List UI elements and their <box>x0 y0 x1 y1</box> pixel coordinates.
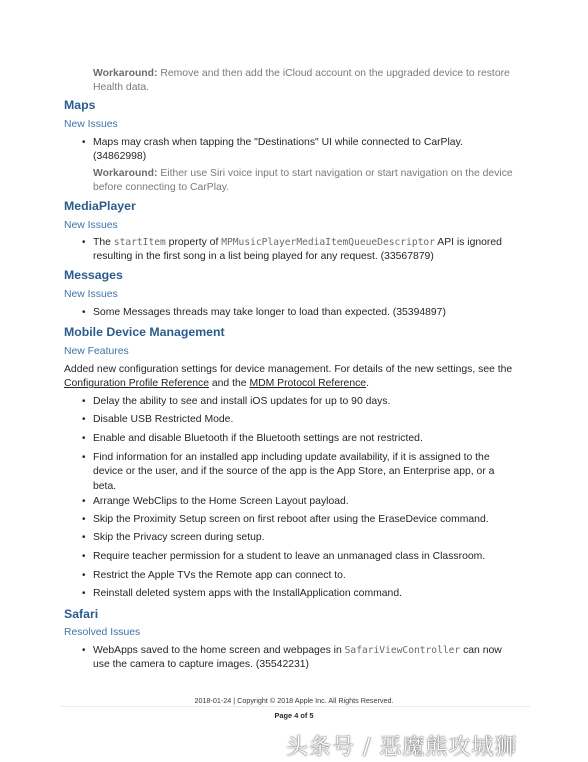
workaround-health <box>93 67 533 96</box>
list-item-messages-1: • Some Messages threads may take longer to load than expected. (35394897) <box>93 306 523 320</box>
list-item-mdm-7: • Skip the Privacy screen during setup. <box>93 531 523 545</box>
list-item-mediaplayer-1 <box>93 236 518 265</box>
code-safari-view-controller: SafariViewController <box>344 645 461 656</box>
subheading-mediaplayer-new-issues: New Issues <box>64 220 118 231</box>
workaround-label: Workaround: <box>93 68 158 79</box>
link-mdm-protocol-reference[interactable]: MDM Protocol Reference <box>249 378 367 390</box>
list-item-mdm-3: • Enable and disable Bluetooth if the Bluetooth settings are not restricted. <box>93 432 523 446</box>
footer-copyright: 2018-01-24 | Copyright © 2018 Apple Inc. All Rights Reserved. <box>194 696 394 705</box>
code-queue-descriptor: MPMusicPlayerMediaItemQueueDescriptor <box>221 237 435 248</box>
subheading-messages-new-issues: New Issues <box>64 289 118 300</box>
subheading-safari-resolved-issues: Resolved Issues <box>64 627 141 638</box>
text: can now use the camera to capture images. (35542231) <box>93 645 502 671</box>
link-configuration-profile-reference[interactable]: Configuration Profile Reference <box>64 378 209 390</box>
section-heading-mediaplayer: MediaPlayer <box>64 199 136 213</box>
list-item-mdm-2: • Disable USB Restricted Mode. <box>93 413 523 427</box>
workaround-text: Remove and then add the iCloud account on the upgraded device to restore Health data. <box>93 68 510 94</box>
text: Added new configuration settings for device management. For details of the new settings, see the <box>64 364 513 375</box>
text: . <box>366 378 369 390</box>
list-item-mdm-6: • Skip the Proximity Setup screen on first reboot after using the EraseDevice command. <box>93 513 523 527</box>
list-item-mdm-5: • Arrange WebClips to the Home Screen Layout payload. <box>93 495 523 509</box>
text: property of <box>165 237 222 248</box>
footer-divider <box>60 706 530 707</box>
workaround-label: Workaround: <box>93 168 158 179</box>
section-heading-safari: Safari <box>64 607 99 621</box>
workaround-maps <box>93 167 513 196</box>
list-item-mdm-9: • Restrict the Apple TVs the Remote app can connect to. <box>93 569 523 583</box>
text: WebApps saved to the home screen and webpages in <box>93 645 345 656</box>
text: The <box>93 237 114 248</box>
section-heading-messages: Messages <box>64 268 123 282</box>
section-heading-mdm: Mobile Device Management <box>64 325 225 339</box>
watermark-text: 头条号 / 恶魔熊攻城狮 <box>286 735 518 760</box>
page-number: Page 4 of 5 <box>274 711 314 720</box>
section-heading-maps: Maps <box>64 98 96 112</box>
text: API is ignored resulting in the first song in a list being played for any request. (33567879) <box>93 237 502 263</box>
list-item-maps-1: • Maps may crash when tapping the "Destinations" UI while connected to CarPlay. (34862998) <box>93 136 513 165</box>
list-item-safari-1 <box>93 644 513 673</box>
subheading-mdm-new-features: New Features <box>64 346 129 357</box>
text: and the <box>208 378 250 390</box>
list-item-mdm-8: • Require teacher permission for a student to leave an unmanaged class in Classroom. <box>93 550 523 564</box>
list-item-mdm-4: • Find information for an installed app including update availability, if it is assigned to the device or the user, and if the source of the app is the App Store, an Enterprise app, or a beta. <box>93 451 518 494</box>
list-item-mdm-1: • Delay the ability to see and install iOS updates for up to 90 days. <box>93 395 523 409</box>
workaround-text: Either use Siri voice input to start navigation or start navigation on the device before connecting to CarPlay. <box>93 168 513 194</box>
subheading-maps-new-issues: New Issues <box>64 119 118 130</box>
list-item-mdm-10: • Reinstall deleted system apps with the InstallApplication command. <box>93 587 523 601</box>
code-start-item: startItem <box>113 237 166 248</box>
mdm-intro-paragraph <box>64 363 524 392</box>
